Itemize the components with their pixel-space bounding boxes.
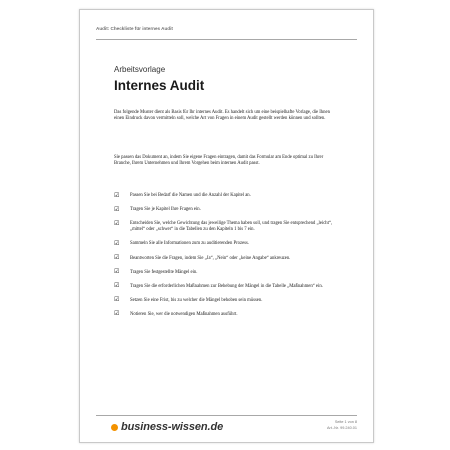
checklist-item [114,193,346,199]
checked-box-icon: ☑ [114,219,120,227]
checklist-item-text: Tragen Sie festgestellte Mängel ein. [130,269,198,275]
checked-box-icon: ☑ [114,296,120,304]
checklist-item [114,207,346,213]
logo-dot-icon [111,424,118,431]
checklist-item [114,312,346,318]
checked-box-icon: ☑ [114,254,120,262]
instruction-paragraph: Sie passen das Dokument an, indem Sie eigene Fragen eintragen, damit das Formular am Ende optimal zu Ihrer Branche, Ihrem Unternehmen und Ihrem Vorgehen beim internen Audit passt. [114,155,324,167]
checklist-item-text: Setzen Sie eine Frist, bis zu welcher die Mängel behoben sein müssen. [130,297,263,303]
checklist-item [114,284,346,290]
intro-paragraph: Das folgende Muster dient als Basis für Ihr internes Audit. Es handelt sich um eine beispielhafte Vorlage, die Ihnen einen Eindruck davon vermitteln soll, welche Art von Fragen in einem Audit gestellt werden können und sollten. [114,110,330,122]
checked-box-icon: ☑ [114,205,120,213]
checklist-item-text: Tragen Sie je Kapitel Ihre Fragen ein. [130,207,201,213]
document-kicker: Arbeitsvorlage [114,65,166,74]
checklist-item [114,221,346,233]
checked-box-icon: ☑ [114,268,120,276]
checklist-item-text: Beantworten Sie die Fragen, indem Sie „Ja“, „Nein“ oder „keine Angabe“ ankreuzen. [130,255,291,261]
header-divider [96,39,357,40]
checked-box-icon: ☑ [114,310,120,318]
checklist-item-text: Tragen Sie die erforderlichen Maßnahmen zur Behebung der Mängel in die Tabelle „Maßnahmen“ ein. [130,283,323,289]
page-number: Seite 1 von 8 [334,420,357,424]
checklist-item [114,298,346,304]
running-header: Audit: Checkliste für internes Audit [96,26,173,31]
logo-text: business-wissen.de [121,421,224,433]
article-number: Art.-Nr. 99.240.01 [327,425,357,430]
checked-box-icon: ☑ [114,282,120,290]
footer-meta [327,420,357,432]
document-page [79,9,374,443]
checklist-item-text: Notieren Sie, wer die notwendigen Maßnahmen ausführt. [130,311,238,317]
checklist [114,193,346,326]
brand-logo [111,421,223,433]
checked-box-icon: ☑ [114,191,120,199]
checklist-item [114,256,346,262]
checklist-item-text: Sammeln Sie alle Informationen zum zu auditierenden Prozess. [130,241,249,247]
footer-divider [96,415,357,416]
checklist-item-text: Entscheiden Sie, welche Gewichtung das jeweilige Thema haben soll, und tragen Sie entsprechend „leicht“, „mittel“ oder „schwer“ in die Tabellen zu den Kapiteln 1 bis 7 ein. [130,221,333,233]
checklist-item [114,241,346,247]
document-title: Internes Audit [114,78,205,93]
checklist-item [114,270,346,276]
checked-box-icon: ☑ [114,239,120,247]
checklist-item-text: Passen Sie bei Bedarf die Namen und die Anzahl der Kapitel an. [130,193,251,198]
